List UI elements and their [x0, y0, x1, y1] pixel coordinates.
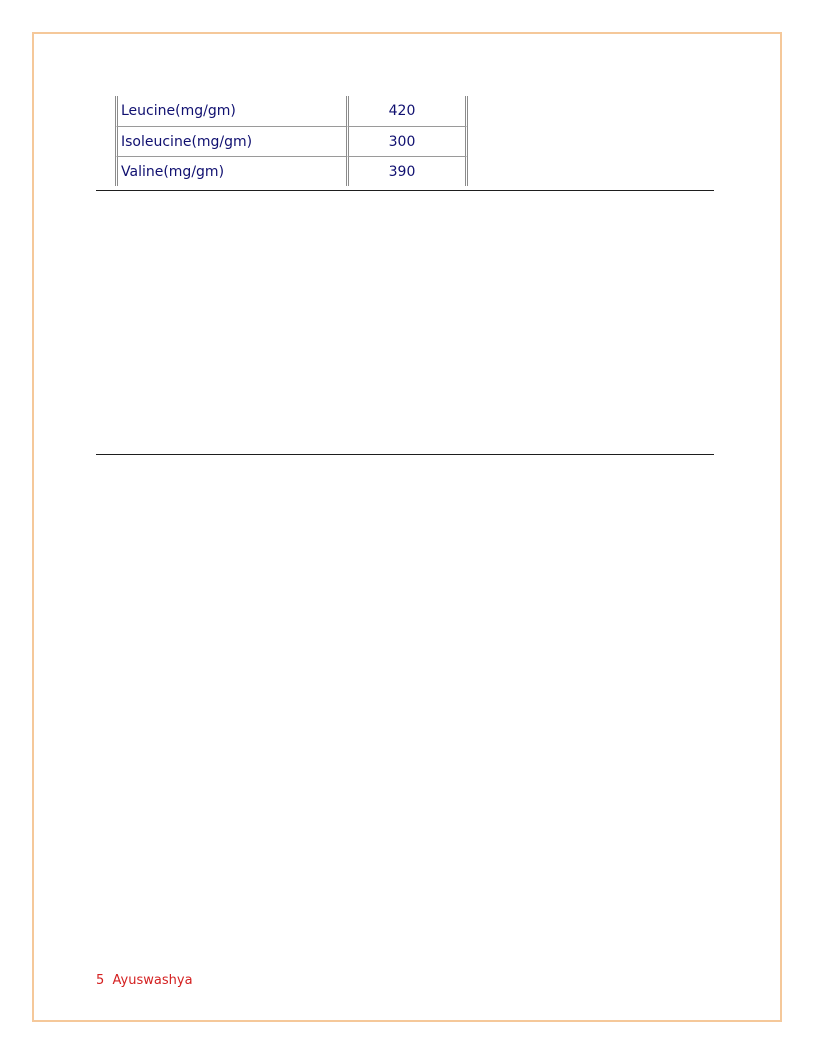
- row-label: Valine(mg/gm): [115, 156, 346, 186]
- table-row: [115, 126, 468, 156]
- page-number: 5: [96, 973, 105, 988]
- row-value: 300: [346, 126, 468, 156]
- row-label: Isoleucine(mg/gm): [115, 126, 346, 156]
- table-row: [115, 96, 468, 126]
- row-label: Leucine(mg/gm): [115, 96, 346, 126]
- publication-name: Ayuswashya: [112, 973, 193, 988]
- horizontal-rule: [96, 190, 714, 191]
- row-value: 390: [346, 156, 468, 186]
- amino-acid-table: [115, 96, 468, 186]
- page-footer: [96, 973, 193, 988]
- table-row: [115, 156, 468, 186]
- row-value: 420: [346, 96, 468, 126]
- horizontal-rule: [96, 454, 714, 455]
